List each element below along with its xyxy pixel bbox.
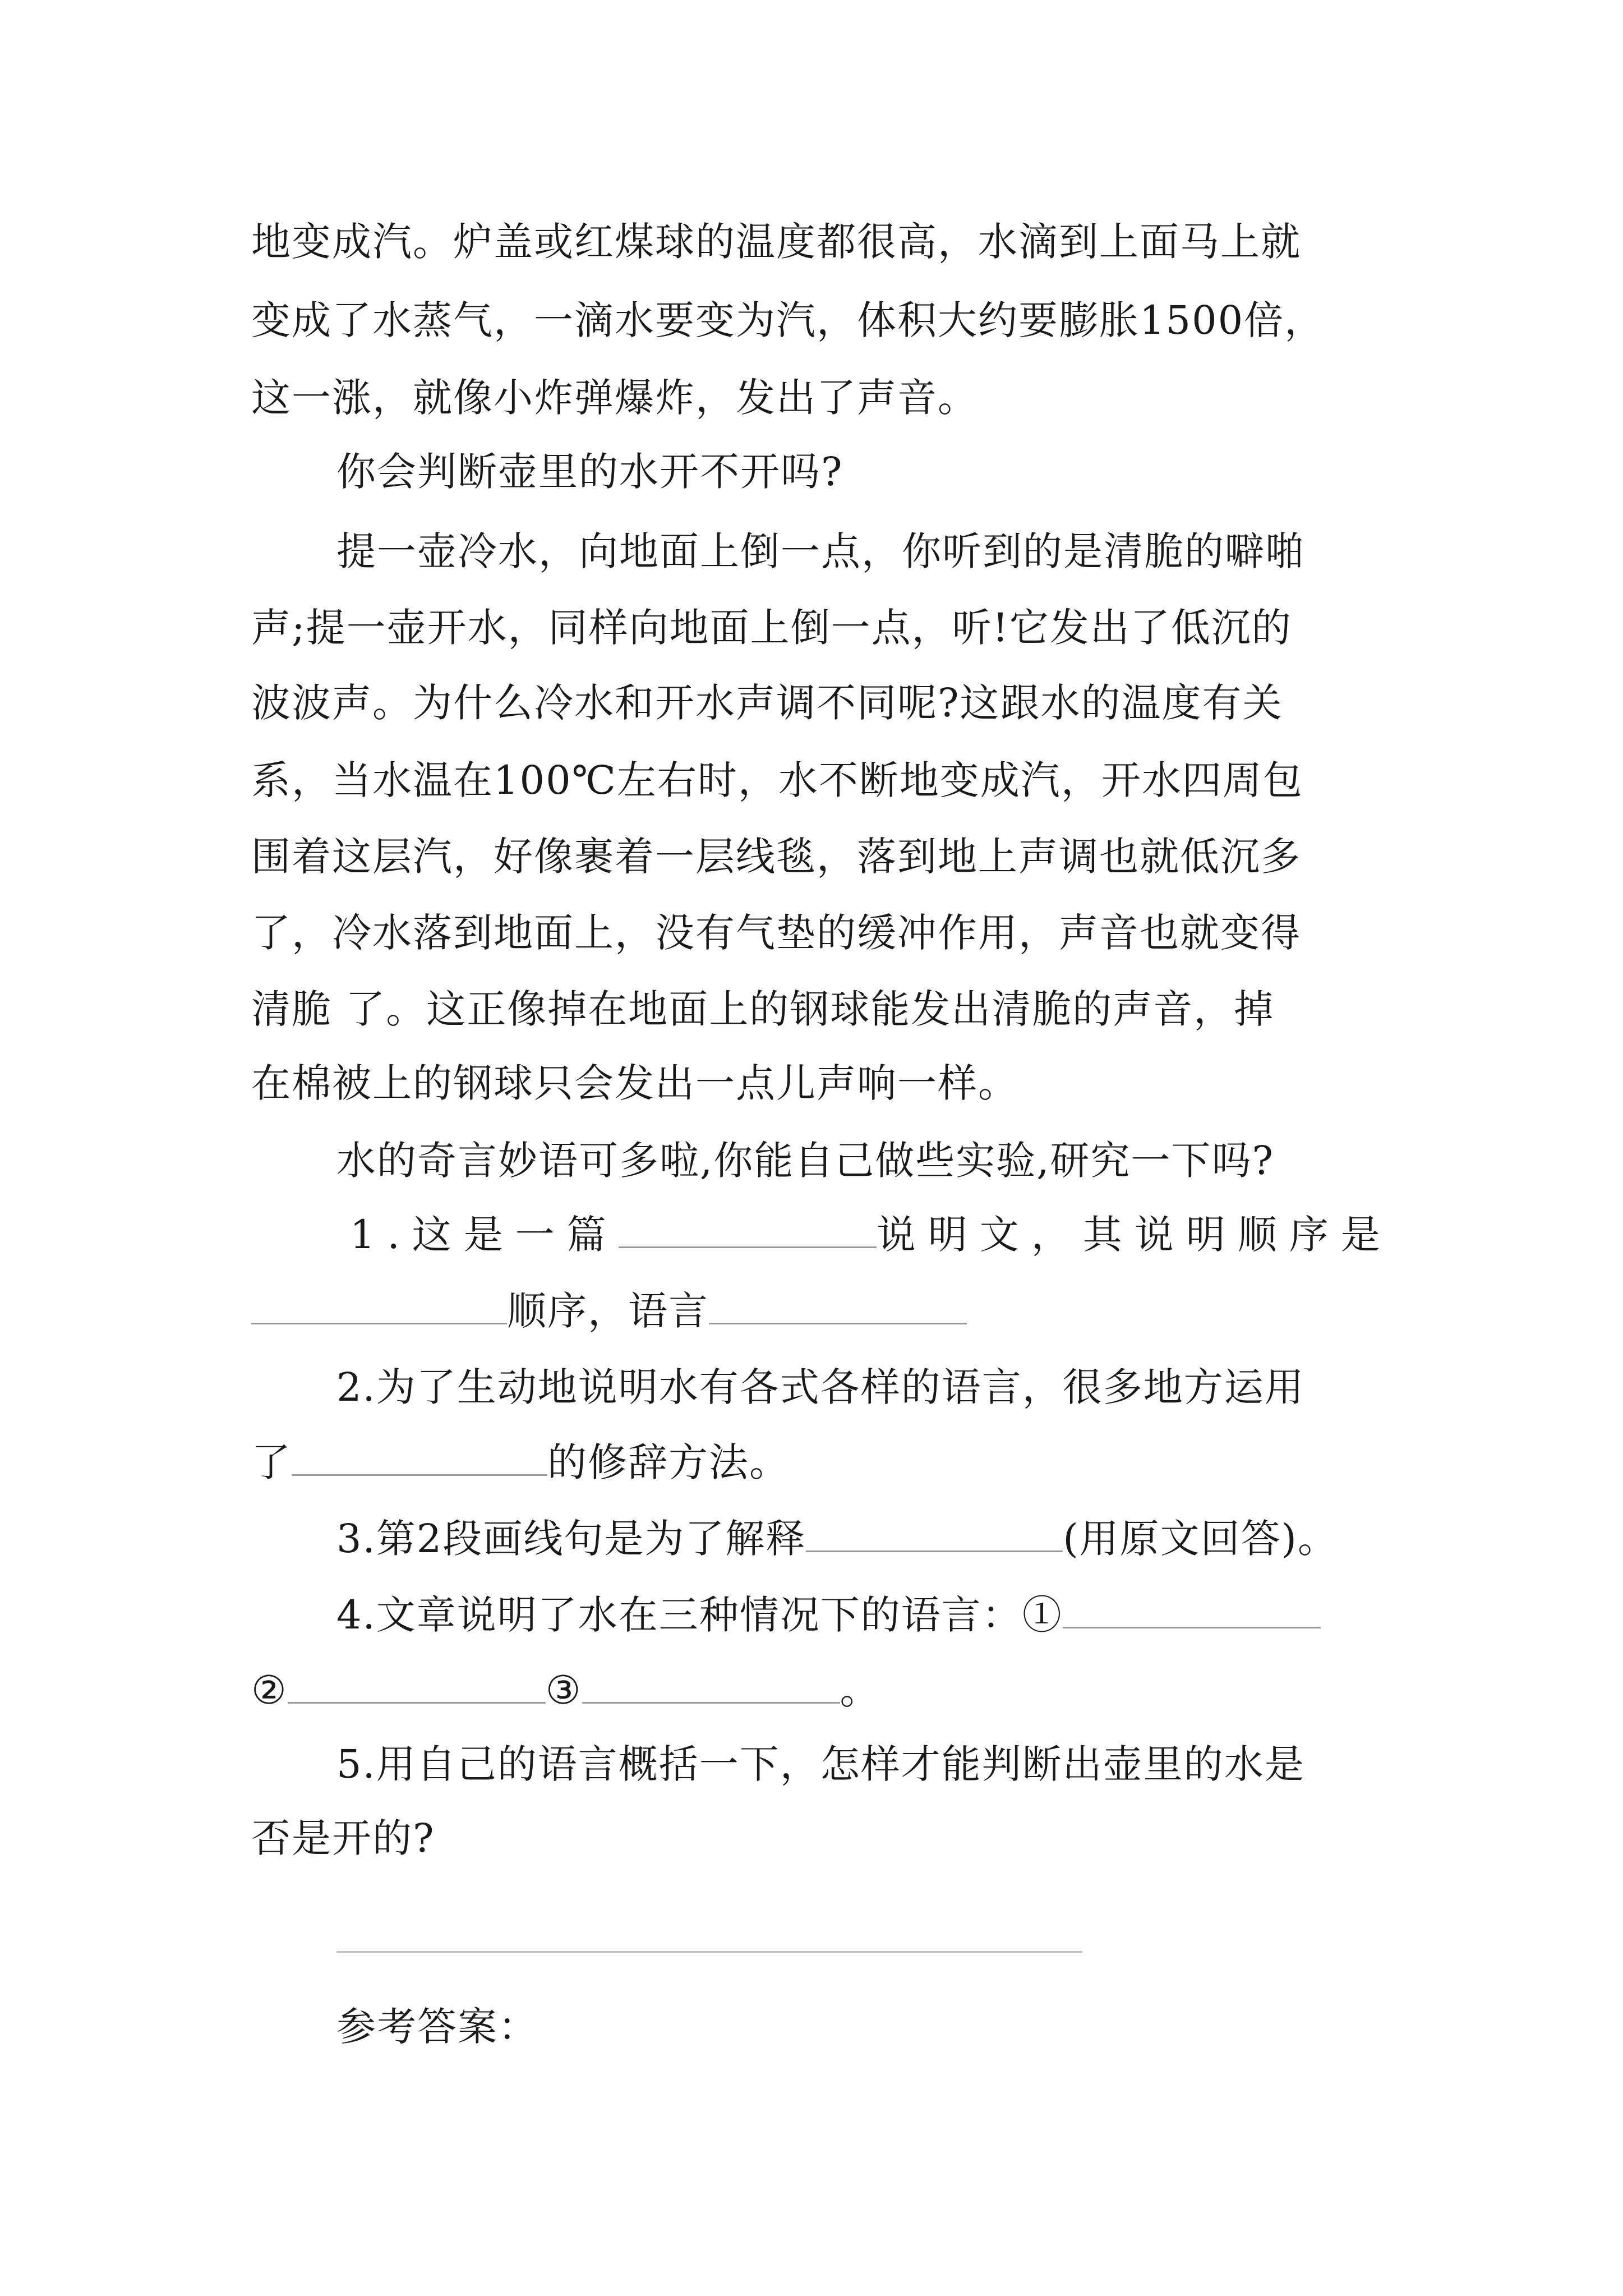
text-line: 波波声。为什么冷水和开水声调不同呢?这跟水的温度有关 [251, 680, 1283, 726]
text-line: 你会判断壶里的水开不开吗? [336, 449, 843, 495]
question-3-text: 3.第2段画线句是为了解释 [336, 1516, 806, 1562]
question-5: 5.用自己的语言概括一下，怎样才能判断出壶里的水是 [336, 1741, 1305, 1787]
divider-line [336, 1951, 1082, 1953]
answer-blank[interactable] [1063, 1594, 1321, 1628]
text-line: 在棉被上的钢球只会发出一点儿声响一样。 [251, 1060, 1018, 1106]
question-1-continued [251, 1288, 967, 1334]
text-line: 提一壶冷水，向地面上倒一点，你听到的是清脆的噼啪 [336, 528, 1306, 574]
question-1-text: 顺序，语言 [507, 1288, 709, 1334]
answer-blank[interactable] [806, 1518, 1063, 1552]
question-4-text: 4.文章说明了水在三种情况下的语言：① [336, 1592, 1063, 1638]
answer-blank[interactable] [292, 1442, 547, 1476]
question-2-text: 的修辞方法。 [547, 1439, 790, 1485]
answer-heading: 参考答案： [336, 2004, 538, 2050]
question-4-text: ② [251, 1667, 288, 1713]
text-line: 清脆 了。这正像掉在地面上的钢球能发出清脆的声音，掉 [251, 986, 1275, 1032]
answer-blank[interactable] [582, 1669, 840, 1704]
text-line: 了，冷水落到地面上，没有气垫的缓冲作用，声音也就变得 [251, 910, 1301, 956]
text-line: 声;提一壶开水，同样向地面上倒一点，听!它发出了低沉的 [251, 605, 1292, 651]
question-1 [350, 1212, 1393, 1258]
text-line: 水的奇言妙语可多啦,你能自己做些实验,研究一下吗? [336, 1138, 1275, 1184]
question-4 [336, 1592, 1321, 1638]
answer-blank[interactable] [288, 1669, 546, 1704]
text-line: 系，当水温在100℃左右时，水不断地变成汽，开水四周包 [251, 757, 1303, 803]
question-1-text: 1.这是一篇 [350, 1212, 619, 1258]
text-line: 围着这层汽，好像裹着一层线毯，落到地上声调也就低沉多 [251, 834, 1301, 880]
question-4-text: ③ [545, 1667, 582, 1713]
question-1-text: 说明文，其说明顺序是 [876, 1212, 1393, 1258]
answer-blank[interactable] [251, 1290, 507, 1324]
question-3 [336, 1516, 1338, 1562]
question-4-continued [251, 1667, 880, 1713]
question-2-continued [251, 1439, 790, 1485]
text-line: 变成了水蒸气，一滴水要变为汽，体积大约要膨胀1500倍， [251, 297, 1325, 343]
answer-blank[interactable] [619, 1214, 877, 1248]
question-5-continued: 否是开的? [251, 1815, 435, 1861]
question-3-text: (用原文回答)。 [1063, 1516, 1338, 1562]
answer-blank[interactable] [709, 1290, 967, 1324]
question-4-text: 。 [840, 1667, 880, 1713]
text-line: 这一涨，就像小炸弹爆炸，发出了声音。 [251, 375, 978, 421]
text-line: 地变成汽。炉盖或红煤球的温度都很高，水滴到上面马上就 [251, 219, 1301, 265]
question-2: 2.为了生动地说明水有各式各样的语言，很多地方运用 [336, 1364, 1305, 1410]
question-2-text: 了 [251, 1439, 292, 1485]
